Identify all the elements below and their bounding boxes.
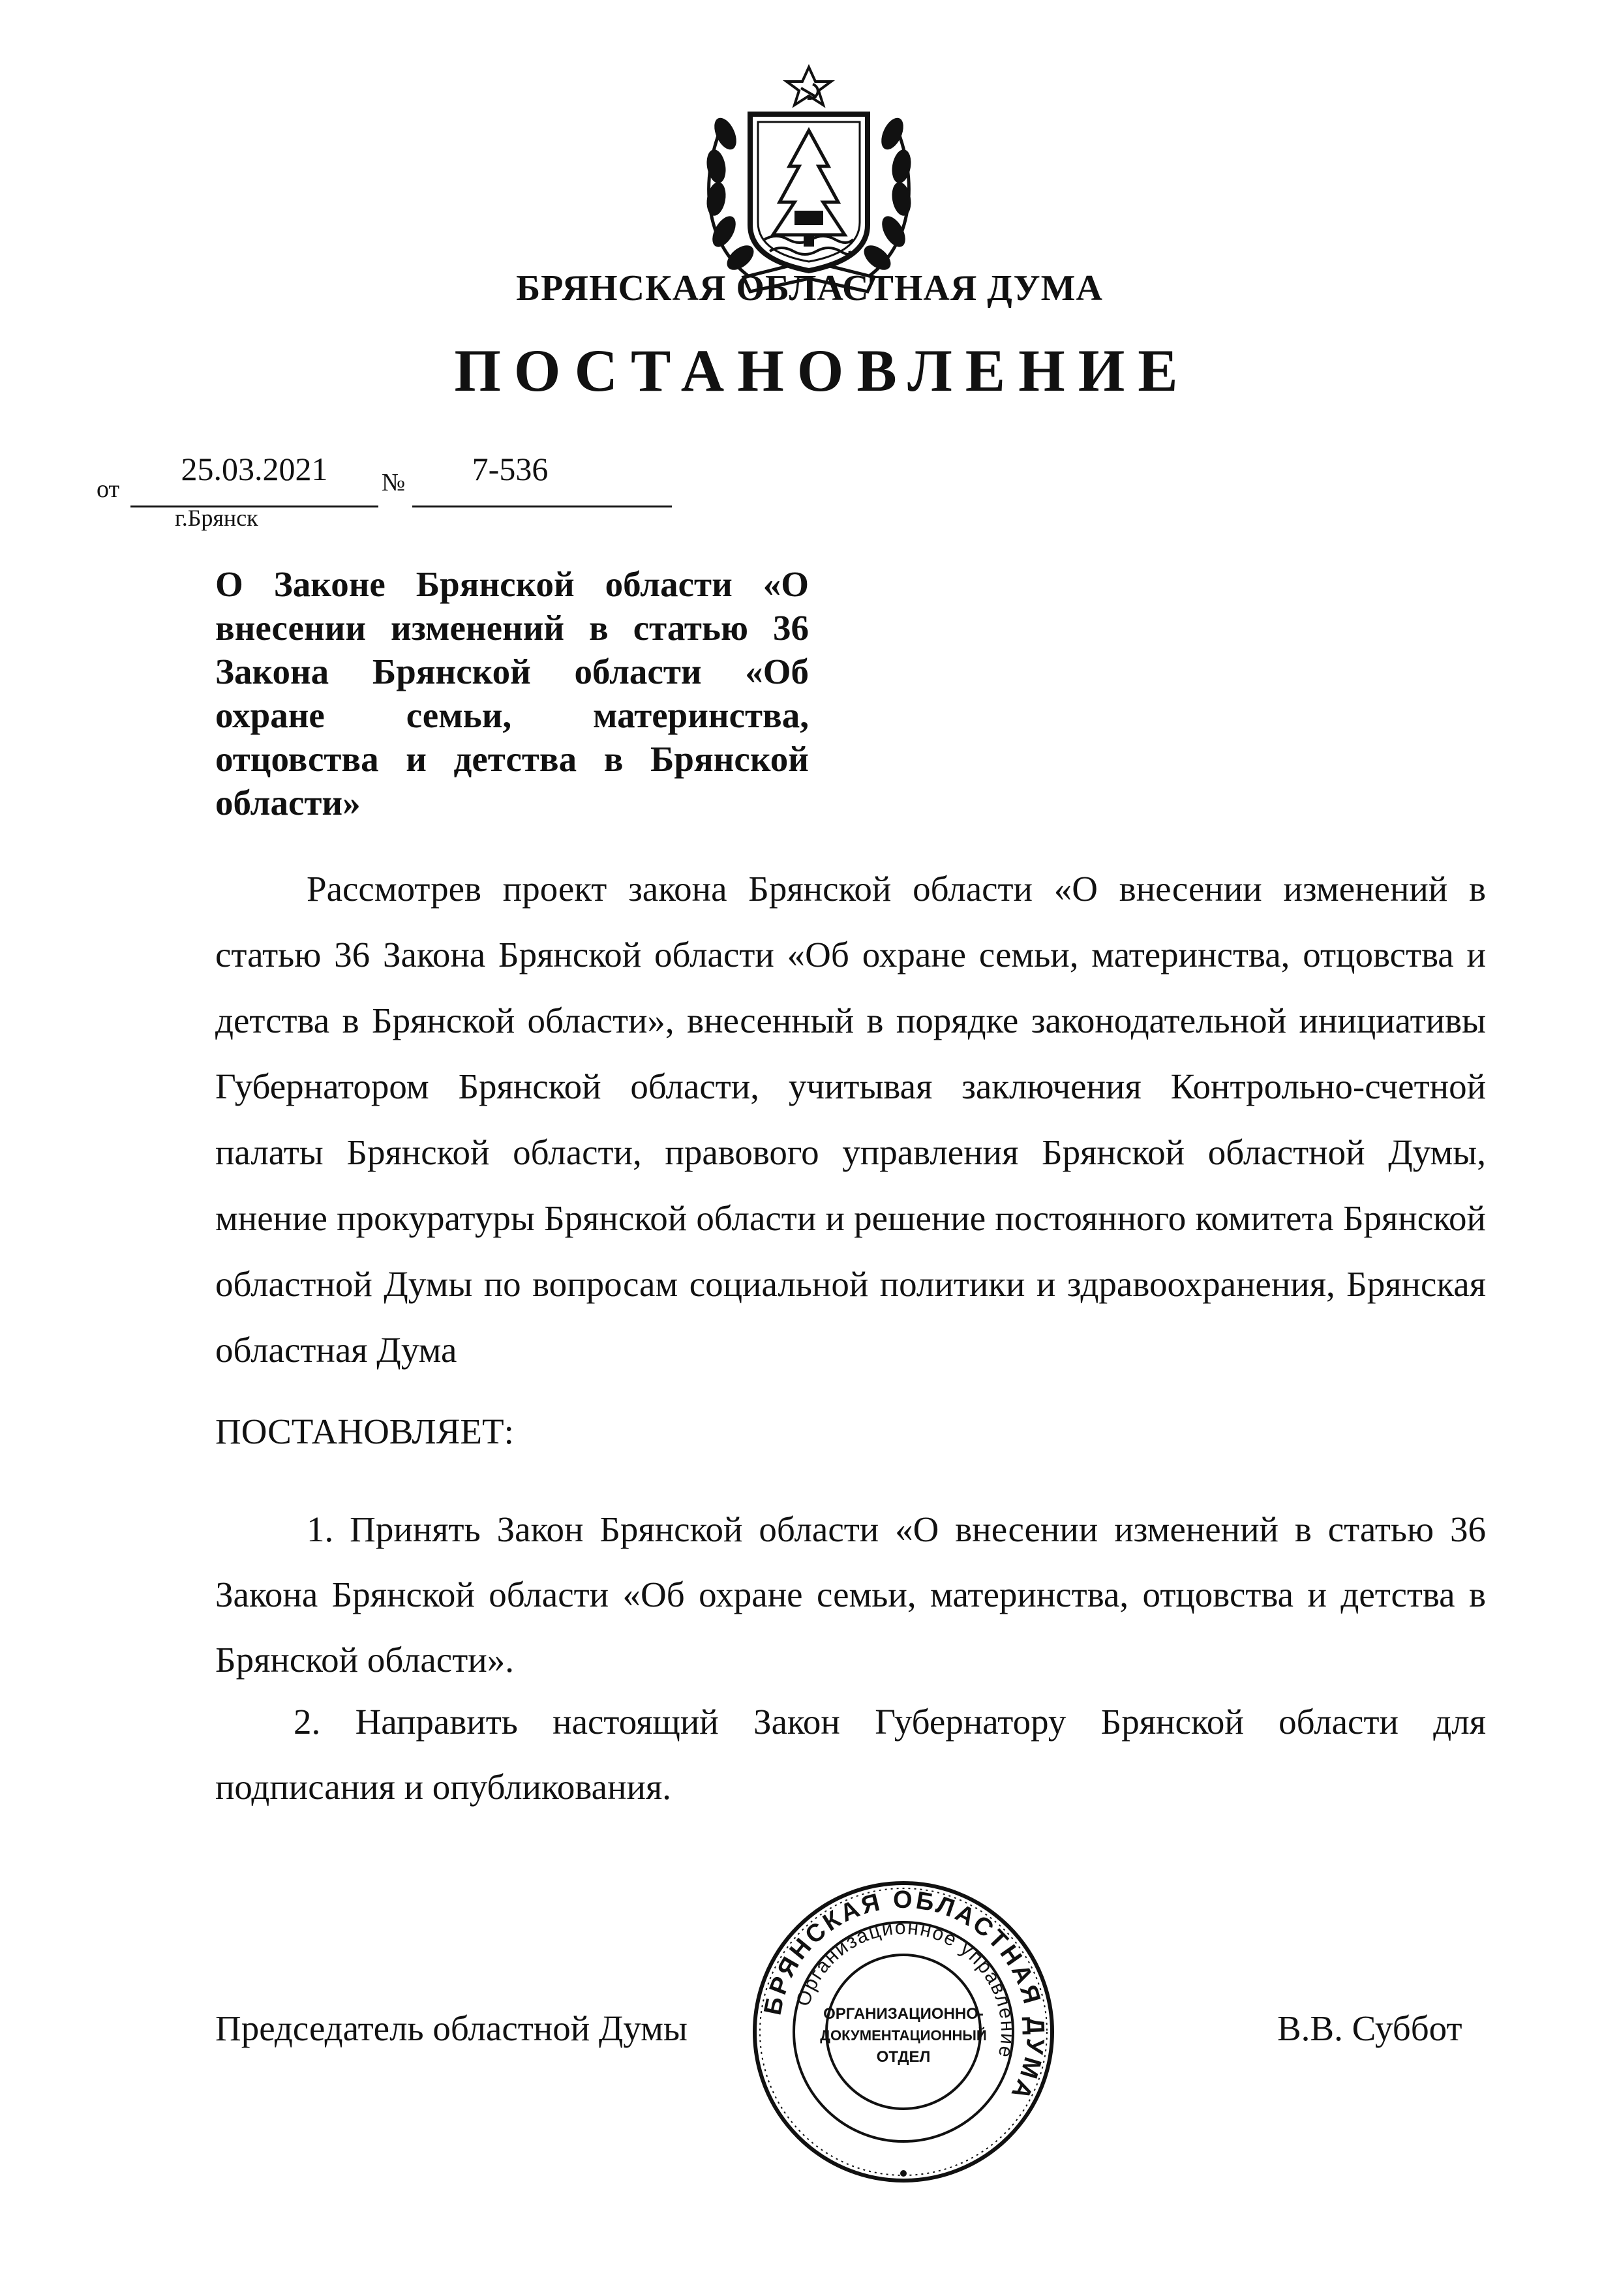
document-city: г.Брянск [175,505,258,531]
stamp-middle-text: Организационное управление [792,1916,1019,2061]
document-number: 7-536 [472,451,549,487]
organization-name: БРЯНСКАЯ ОБЛАСТНАЯ ДУМА [516,268,1103,309]
resolution-item-2: 2. Направить настоящий Закон Губернатору Брянской области для подписания и опубликования. [215,1702,1486,1807]
number-prefix: № [382,469,406,496]
preamble-paragraph: Рассмотрев проект закона Брянской области «О внесении изменений в статью 36 Закона Брянской области «Об охране семьи, материнства, отцовства и детства в Брянской области», внесенный в порядке законодательной инициативы Губернатором Брянской области, учитывая заключения Контрольно-счетной палаты Брянской области, правового управления Брянской областной Думы, мнение прокуратуры Брянской области и решение постоянного комитета Брянской областной Думы по вопросам социальной политики и здравоохранения, Брянская областная Дума [215,869,1486,1370]
document-type-heading: ПОСТАНОВЛЕНИЕ [454,337,1191,404]
signatory-name: В.В. Суббот [1277,2008,1462,2048]
stamp-center-line-3: ОТДЕЛ [876,2048,931,2066]
official-stamp [750,1879,1057,2185]
number-underline [412,506,672,507]
stamp-center-line-2: ДОКУМЕНТАЦИОННЫЙ [820,2027,987,2044]
date-prefix: от [97,476,120,503]
signatory-role: Председатель областной Думы [215,2008,688,2048]
document-date: 25.03.2021 [181,451,328,487]
stamp-outer-text: БРЯНСКАЯ ОБЛАСТНАЯ ДУМА [759,1886,1050,2106]
resolves-heading: ПОСТАНОВЛЯЕТ: [215,1412,514,1451]
document-title: О Законе Брянской области «О внесении изменений в статью 36 Закона Брянской области «Об охране семьи, материнства, отцовства и детства в Брянской области» [215,564,809,823]
stamp-center-line-1: ОРГАНИЗАЦИОННО- [823,2005,984,2023]
resolution-item-1: 1. Принять Закон Брянской области «О внесении изменений в статью 36 Закона Брянской области «Об охране семьи, материнства, отцовства и детства в Брянской области». [215,1509,1486,1680]
